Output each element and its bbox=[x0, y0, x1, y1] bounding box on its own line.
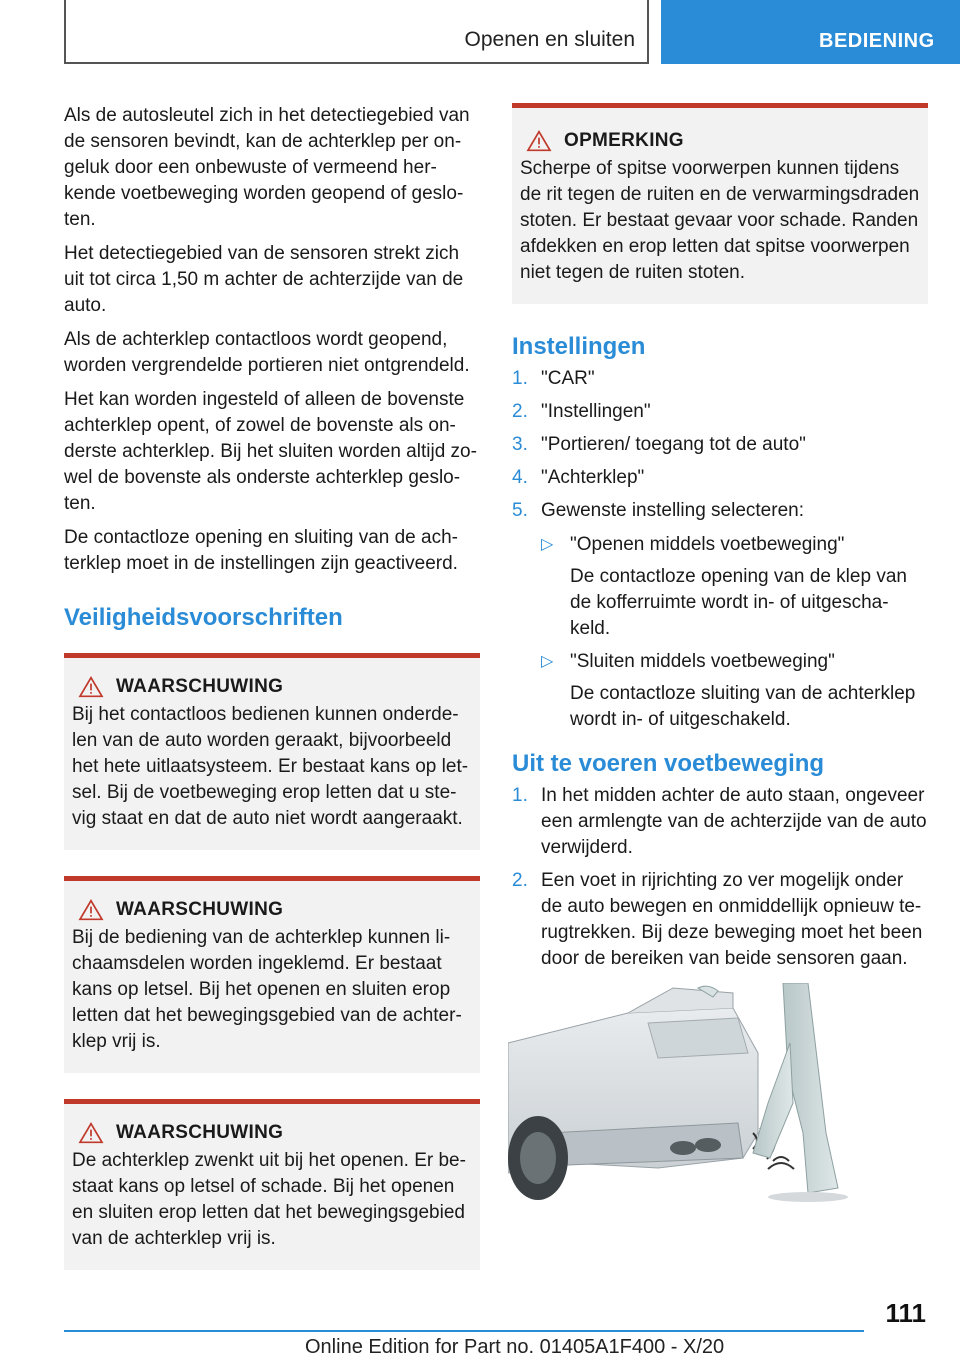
option-label: "Sluiten middels voetbeweging" bbox=[570, 651, 835, 672]
warning-box bbox=[64, 1099, 480, 1270]
foot-steps bbox=[512, 783, 928, 972]
step-number: 4. bbox=[512, 467, 528, 488]
warning-triangle-icon bbox=[76, 1122, 106, 1144]
bullet-triangle-icon: ▷ bbox=[541, 653, 554, 670]
paragraph: Als de autosleutel zich in het detectiegebied van de sensoren bevindt, kan de achterklep per on-geluk door een onbewuste of vermeend her-kende voetbeweging worden geopend of geslo-ten. bbox=[64, 105, 470, 230]
step-number: 1. bbox=[512, 368, 528, 389]
option-description: De contactloze opening van de klep van de kofferruimte wordt in- of uitgescha-keld. bbox=[570, 566, 907, 639]
list-item bbox=[512, 783, 928, 861]
option-description: De contactloze sluiting van de achterklep wordt in- of uitgeschakeld. bbox=[570, 683, 916, 730]
foot-motion-heading: Uit te voeren voetbeweging bbox=[512, 750, 825, 777]
paragraph: Als de achterklep contactloos wordt geopend, worden vergrendelde portieren niet ontgrendeld. bbox=[64, 329, 470, 376]
caution-triangle-icon bbox=[524, 130, 554, 152]
notice-text: Scherpe of spitse voorwerpen kunnen tijdens de rit tegen de ruiten en de verwarmingsdraden stoten. Er bestaat gevaar voor schade. Randen afdekken en erop letten dat spitse voorwerpen niet tegen de ruiten stoten. bbox=[520, 158, 920, 283]
car-rear-illustration bbox=[508, 983, 848, 1205]
warning-triangle-icon bbox=[76, 899, 106, 921]
section-title: Openen en sluiten bbox=[464, 28, 635, 51]
paragraph: Het kan worden ingesteld of alleen de bovenste achterklep opent, of zowel de bovenste als on-derste achterklep. Bij het sluiten worden altijd zo-wel de bovenste als onderste achterklep geslo-ten. bbox=[64, 389, 477, 514]
warning-text: Bij het contactloos bedienen kunnen onderde-len van de auto worden geraakt, bijvoorbeeld het hete uitlaatsysteem. Er bestaat kans op let-sel. Bij de voetbeweging erop letten dat u ste-vig staat en dat de auto niet wordt aangeraakt. bbox=[72, 704, 469, 829]
step-text: "Portieren/ toegang tot de auto" bbox=[541, 434, 806, 455]
warning-box bbox=[64, 876, 480, 1073]
step-number: 2. bbox=[512, 401, 528, 422]
step-text: "Achterklep" bbox=[541, 467, 645, 488]
warning-title: WAARSCHUWING bbox=[116, 676, 284, 697]
option-item bbox=[541, 532, 928, 642]
safety-heading: Veiligheidsvoorschriften bbox=[64, 604, 343, 631]
header-section-box bbox=[64, 0, 649, 64]
right-column bbox=[512, 103, 928, 979]
step-number: 2. bbox=[512, 870, 528, 891]
settings-steps bbox=[512, 366, 928, 733]
page-number: 111 bbox=[885, 1298, 926, 1328]
step-text: In het midden achter de auto staan, ongeveer een armlengte van de achterzijde van de auto verwijderd. bbox=[541, 785, 927, 858]
warning-triangle-icon bbox=[76, 676, 106, 698]
list-item bbox=[512, 498, 928, 733]
list-item bbox=[512, 399, 928, 425]
bullet-triangle-icon: ▷ bbox=[541, 536, 554, 553]
list-item bbox=[512, 366, 928, 392]
warning-box bbox=[64, 653, 480, 850]
step-number: 3. bbox=[512, 434, 528, 455]
chapter-title: BEDIENING bbox=[819, 30, 935, 52]
step-text: Gewenste instelling selecteren: bbox=[541, 500, 804, 521]
step-number: 1. bbox=[512, 785, 528, 806]
notice-box bbox=[512, 103, 928, 304]
chapter-tab bbox=[661, 0, 960, 64]
list-item bbox=[512, 432, 928, 458]
step-text: Een voet in rijrichting zo ver mogelijk onder de auto bewegen en onmiddellijk opnieuw te-rugtrekken. Bij deze beweging moet het been door de bereiken van beide sensoren gaan. bbox=[541, 870, 923, 969]
list-item bbox=[512, 465, 928, 491]
warning-title: WAARSCHUWING bbox=[116, 899, 284, 920]
notice-title: OPMERKING bbox=[564, 130, 684, 151]
step-number: 5. bbox=[512, 500, 528, 521]
paragraph: De contactloze opening en sluiting van de ach-terklep moet in de instellingen zijn geactiveerd. bbox=[64, 527, 458, 574]
warning-text: De achterklep zwenkt uit bij het openen. Er be-staat kans op letsel of schade. Bij het openen en sluiten erop letten dat het bewegingsgebied van de achterklep vrij is. bbox=[72, 1150, 466, 1249]
list-item bbox=[512, 868, 928, 972]
edition-note: Online Edition for Part no. 01405A1F400 - X/20 bbox=[305, 1336, 725, 1358]
option-item bbox=[541, 649, 928, 733]
step-text: "CAR" bbox=[541, 368, 595, 389]
option-label: "Openen middels voetbeweging" bbox=[570, 534, 845, 555]
warning-title: WAARSCHUWING bbox=[116, 1122, 284, 1143]
footer-divider bbox=[64, 1330, 864, 1332]
option-list bbox=[541, 532, 928, 733]
step-text: "Instellingen" bbox=[541, 401, 651, 422]
paragraph: Het detectiegebied van de sensoren strekt zich uit tot circa 1,50 m achter de achterzijde van de auto. bbox=[64, 243, 464, 316]
illustration-car-rear-foot-gesture bbox=[508, 983, 848, 1205]
warning-text: Bij de bediening van de achterklep kunnen li-chaamsdelen worden ingeklemd. Er bestaat kans op letsel. Bij het openen en sluiten erop letten dat het bewegingsgebied van de achter-klep vrij is. bbox=[72, 927, 462, 1052]
settings-heading: Instellingen bbox=[512, 333, 646, 360]
left-column bbox=[64, 103, 480, 1270]
